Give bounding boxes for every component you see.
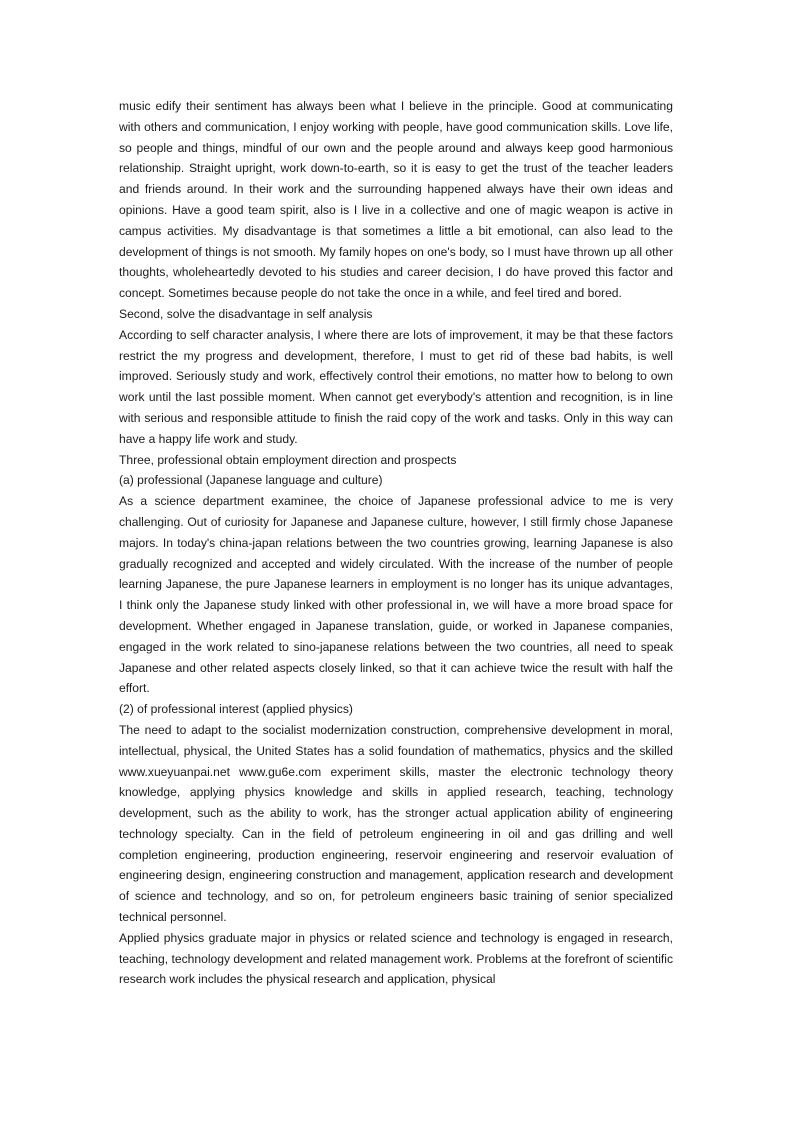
document-body	[119, 96, 673, 990]
section-heading-three: Three, professional obtain employment direction and prospects	[119, 452, 457, 467]
section-heading-second: Second, solve the disadvantage in self analysis	[119, 306, 373, 321]
paragraph-self-analysis: According to self character analysis, I where there are lots of improvement, it may be that these factors restrict the my progress and development, therefore, I must to get rid of these bad habits, is well improved. Seriously study and work, effectively control their emotions, no matter how to belong to own work until the last possible moment. When cannot get everybody's attention and recognition, is in line with serious and responsible attitude to finish the raid copy of the work and tasks. Only in this way can have a happy life work and study.	[119, 327, 673, 446]
paragraph-japanese: As a science department examinee, the choice of Japanese professional advice to me is very challenging. Out of curiosity for Japanese and Japanese culture, however, I still firmly chose Japanese majors. In today's china-japan relations between the two countries growing, learning Japanese is also gradually recognized and accepted and widely circulated. With the increase of the number of people learning Japanese, the pure Japanese learners in employment is no longer has its unique advantages, I think only the Japanese study linked with other professional in, we will have a more broad space for development. Whether engaged in Japanese translation, guide, or worked in Japanese companies, engaged in the work related to sino-japanese relations between the two countries, all need to speak Japanese and other related aspects closely linked, so that it can achieve twice the result with half the effort.	[119, 494, 673, 696]
paragraph-physics-graduate: Applied physics graduate major in physics or related science and technology is engaged in research, teaching, technology development and related management work. Problems at the forefront of scientific research work includes the physical research and application, physical	[119, 930, 673, 987]
subheading-applied-physics: (2) of professional interest (applied physics)	[119, 702, 353, 717]
paragraph-applied-physics: The need to adapt to the socialist modernization construction, comprehensive development in moral, intellectual, physical, the United States has a solid foundation of mathematics, physics and the skilled www.xueyuanpai.net www.gu6e.com experiment skills, master the electronic technology theory knowledge, applying physics knowledge and skills in applied research, teaching, technology development, such as the ability to work, has the stronger actual application ability of engineering technology specialty. Can in the field of petroleum engineering in oil and gas drilling and well completion engineering, production engineering, reservoir engineering and reservoir evaluation of engineering design, engineering construction and management, application research and development of science and technology, and so on, for petroleum engineers basic training of senior specialized technical personnel.	[119, 722, 673, 925]
paragraph-personality: music edify their sentiment has always been what I believe in the principle. Good at communicating with others and communication, I enjoy working with people, have good communication skills. Love life, so people and things, mindful of our own and the people around and always keep good harmonious relationship. Straight upright, work down-to-earth, so it is easy to get the trust of the teacher leaders and friends around. In their work and the surrounding happened always have their own ideas and opinions. Have a good team spirit, also is I live in a collective and one of magic weapon is active in campus activities. My disadvantage is that sometimes a little a bit emotional, can also lead to the development of things is not smooth. My family hopes on one's body, so I must have thrown up all other thoughts, wholeheartedly devoted to his studies and career decision, I do have proved this factor and concept. Sometimes because people do not take the once in a while, and feel tired and bored.	[119, 99, 673, 301]
subheading-japanese: (a) professional (Japanese language and culture)	[119, 473, 383, 488]
